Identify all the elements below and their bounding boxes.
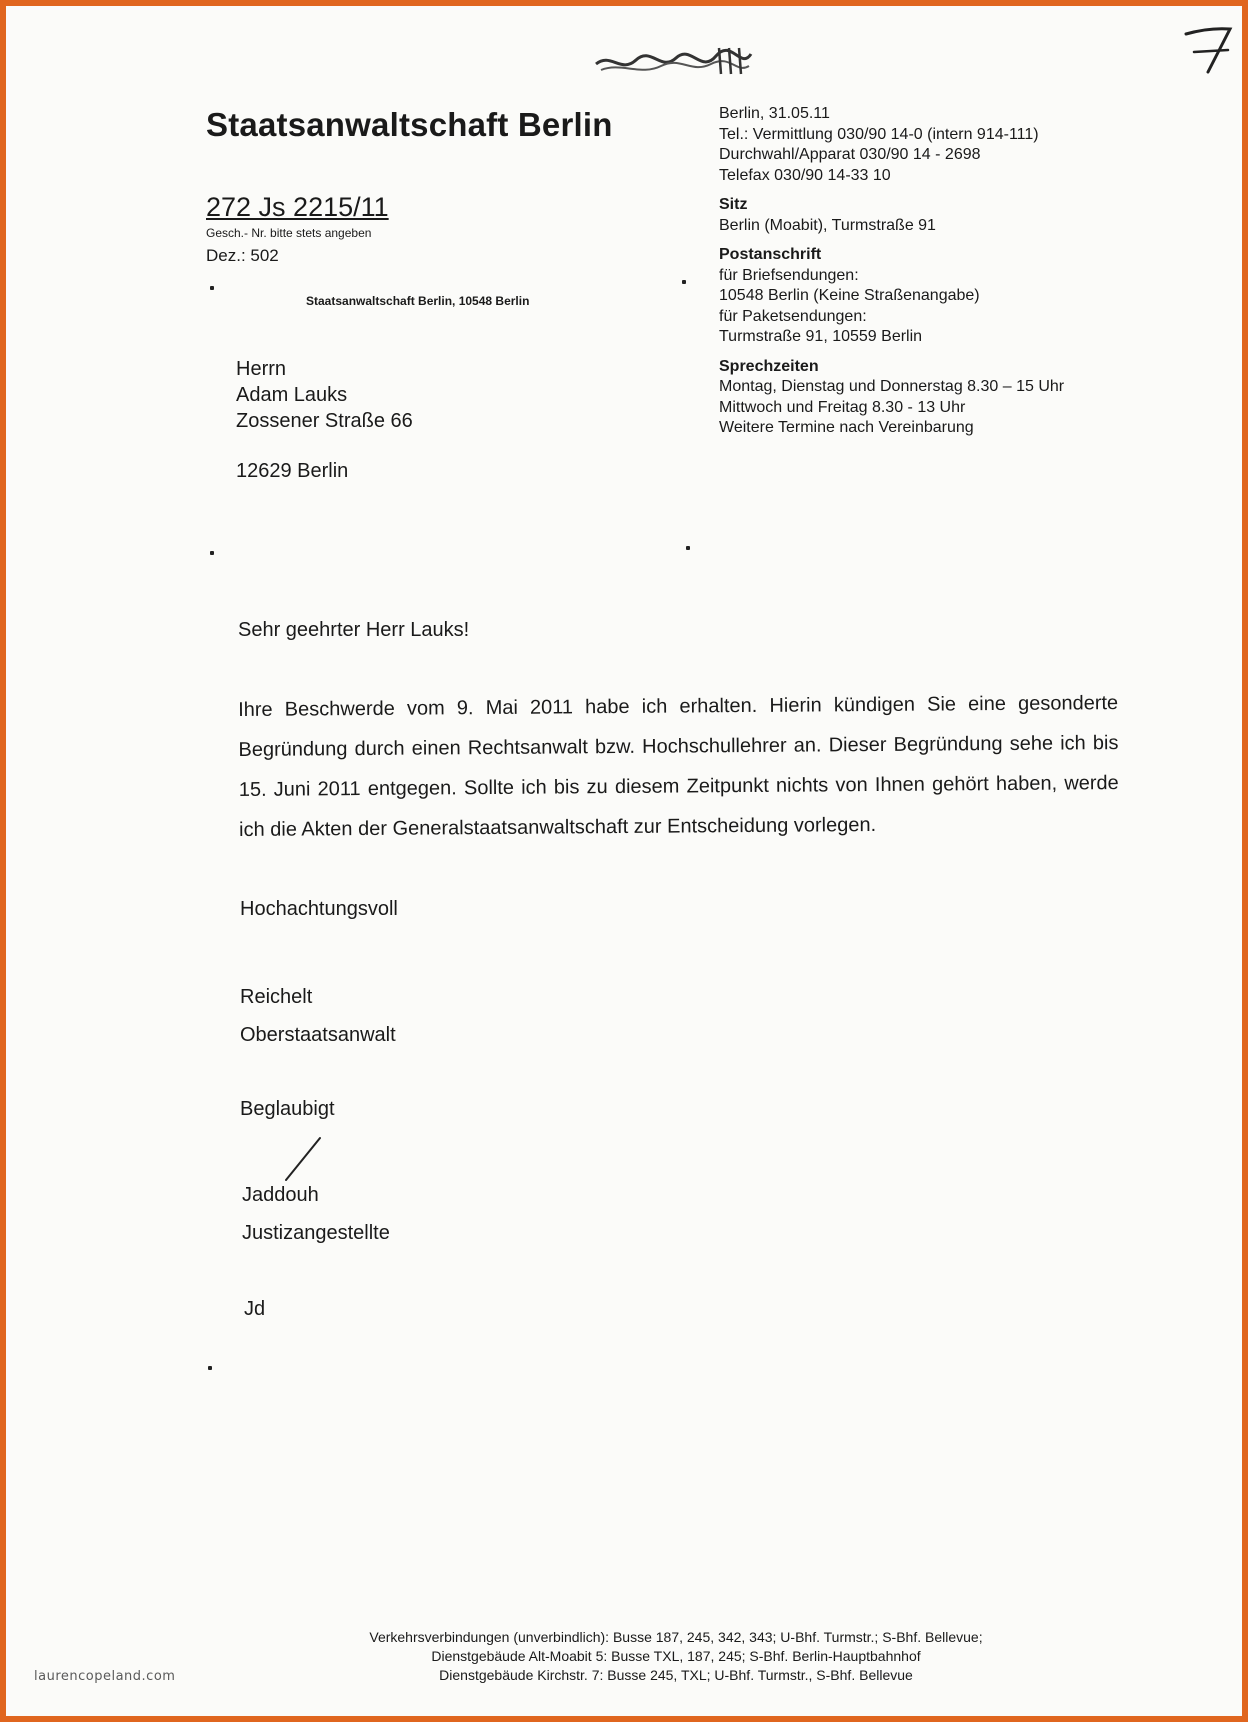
clerk-name: Jaddouh (242, 1184, 319, 1206)
letter-date: Berlin, 31.05.11 (719, 105, 830, 122)
stamp-scribble (591, 44, 756, 80)
postal-letters: 10548 Berlin (Keine Straßenangabe) (719, 287, 980, 304)
recipient-street: Zossener Straße 66 (236, 410, 413, 432)
recipient-salutation-line: Herrn (236, 358, 287, 380)
clerk-title: Justizangestellte (242, 1222, 390, 1244)
fold-mark (682, 280, 686, 284)
phone-direct: Durchwahl/Apparat 030/90 14 - 2698 (719, 146, 981, 163)
seat: Berlin (Moabit), Turmstraße 91 (719, 216, 936, 234)
clerk-initials: Jd (244, 1298, 266, 1320)
letter-closing: Hochachtungsvoll (240, 898, 398, 920)
postal-letters-label: für Briefsendungen: (719, 266, 859, 284)
signer-title: Oberstaatsanwalt (240, 1024, 396, 1046)
reference-hint: Gesch.- Nr. bitte stets angeben (206, 226, 372, 240)
authority-title: Staatsanwaltschaft Berlin (206, 106, 613, 143)
clerk-block (242, 1176, 390, 1252)
footer-line-2: Dienstgebäude Alt-Moabit 5: Busse TXL, 187, 245; S-Bhf. Berlin-Hauptbahnhof (431, 1648, 921, 1664)
department: Dez.: 502 (206, 246, 279, 265)
fax: Telefax 030/90 14-33 10 (719, 166, 891, 184)
fold-mark (686, 546, 690, 550)
signer-block (240, 978, 396, 1054)
return-address: Staatsanwaltschaft Berlin, 10548 Berlin (306, 294, 530, 308)
letter-salutation: Sehr geehrter Herr Lauks! (238, 619, 470, 641)
recipient-name: Adam Lauks (236, 384, 348, 406)
postal-heading: Postanschrift (719, 246, 822, 263)
letter-body: Ihre Beschwerde vom 9. Mai 2011 habe ich erhalten. Hierin kündigen Sie eine gesonderte Begründung durch einen Rechtsanwalt bzw. Hochschullehrer an. Dieser Begründung sehe ich bis 15. Juni 2011 entgegen. Sollte ich bis zu diesem Zeitpunkt nichts von Ihnen gehört haben, werde ich die Akten der Generalstaatsanwaltschaft zur Entscheidung vorlegen. (238, 692, 1119, 841)
seat-heading: Sitz (719, 196, 748, 213)
recipient-city: 12629 Berlin (236, 460, 349, 482)
hours-line-1: Montag, Dienstag und Donnerstag 8.30 – 15 Uhr (719, 378, 1065, 395)
hours-line-3: Weitere Termine nach Vereinbarung (719, 419, 974, 436)
contact-info (719, 104, 1064, 439)
fold-mark (208, 1366, 212, 1370)
certification-label: Beglaubigt (240, 1098, 335, 1120)
hours-line-2: Mittwoch und Freitag 8.30 - 13 Uhr (719, 398, 966, 416)
footer-line-3: Dienstgebäude Kirchstr. 7: Busse 245, TXL; U-Bhf. Turmstr., S-Bhf. Bellevue (439, 1667, 913, 1683)
signer-name: Reichelt (240, 986, 313, 1008)
fold-mark (210, 551, 214, 555)
phone-main: Tel.: Vermittlung 030/90 14-0 (intern 914-111) (719, 125, 1039, 143)
page-footer (306, 1628, 1046, 1685)
recipient-address (236, 356, 413, 434)
hours-heading: Sprechzeiten (719, 357, 819, 375)
watermark: laurencopeland.com (34, 1669, 176, 1684)
postal-parcels-label: für Paketsendungen: (719, 307, 867, 325)
reference-number: 272 Js 2215/11 (206, 192, 389, 222)
footer-line-1: Verkehrsverbindungen (unverbindlich): Busse 187, 245, 342, 343; U-Bhf. Turmstr.; S-Bhf. Bellevue; (369, 1629, 983, 1645)
postal-parcels: Turmstraße 91, 10559 Berlin (719, 328, 923, 345)
fold-mark (210, 286, 214, 290)
handwritten-page-number (1178, 20, 1238, 80)
